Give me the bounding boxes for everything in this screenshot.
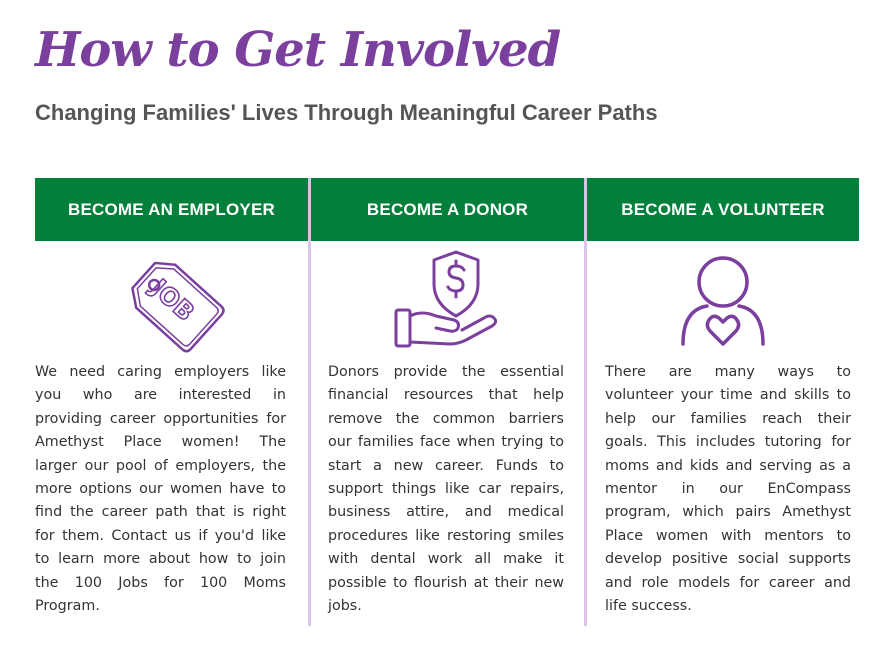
job-tag-icon	[35, 241, 308, 361]
employer-description: We need caring employers like you who are interested in providing career opportunities for Amethyst Place women! The larger our pool of employers, the more options our women have to find the career path that is right for them. Contact us if you'd like to learn more about how to join the 100 Jobs for 100 Moms Program.	[35, 364, 286, 615]
page-title: How to Get Involved	[35, 22, 561, 78]
become-employer-button[interactable]: BECOME AN EMPLOYER	[35, 178, 308, 241]
become-volunteer-button[interactable]: BECOME A VOLUNTEER	[587, 178, 859, 241]
job-tag-label: JOB	[145, 273, 200, 327]
hand-dollar-shield-icon	[311, 241, 584, 361]
volunteer-description: There are many ways to volunteer your time and skills to help our families reach their goals. This includes tutoring for moms and kids and serving as a mentor in our EnCompass program, which pairs Amethyst Place women with mentors to develop positive social supports and role models for career and life success.	[605, 364, 851, 615]
page-subtitle: Changing Families' Lives Through Meaningful Career Paths	[35, 100, 658, 125]
donor-description: Donors provide the essential financial resources that help remove the common barriers our families face when trying to start a new career. Funds to support things like car repairs, business attire, and medical procedures like restoring smiles with dental work all make it possible to flourish at their new jobs.	[328, 364, 564, 615]
donor-column	[311, 178, 584, 626]
volunteer-column	[587, 178, 859, 626]
person-heart-icon	[587, 241, 859, 361]
become-donor-button[interactable]: BECOME A DONOR	[311, 178, 584, 241]
employer-column	[35, 178, 308, 626]
